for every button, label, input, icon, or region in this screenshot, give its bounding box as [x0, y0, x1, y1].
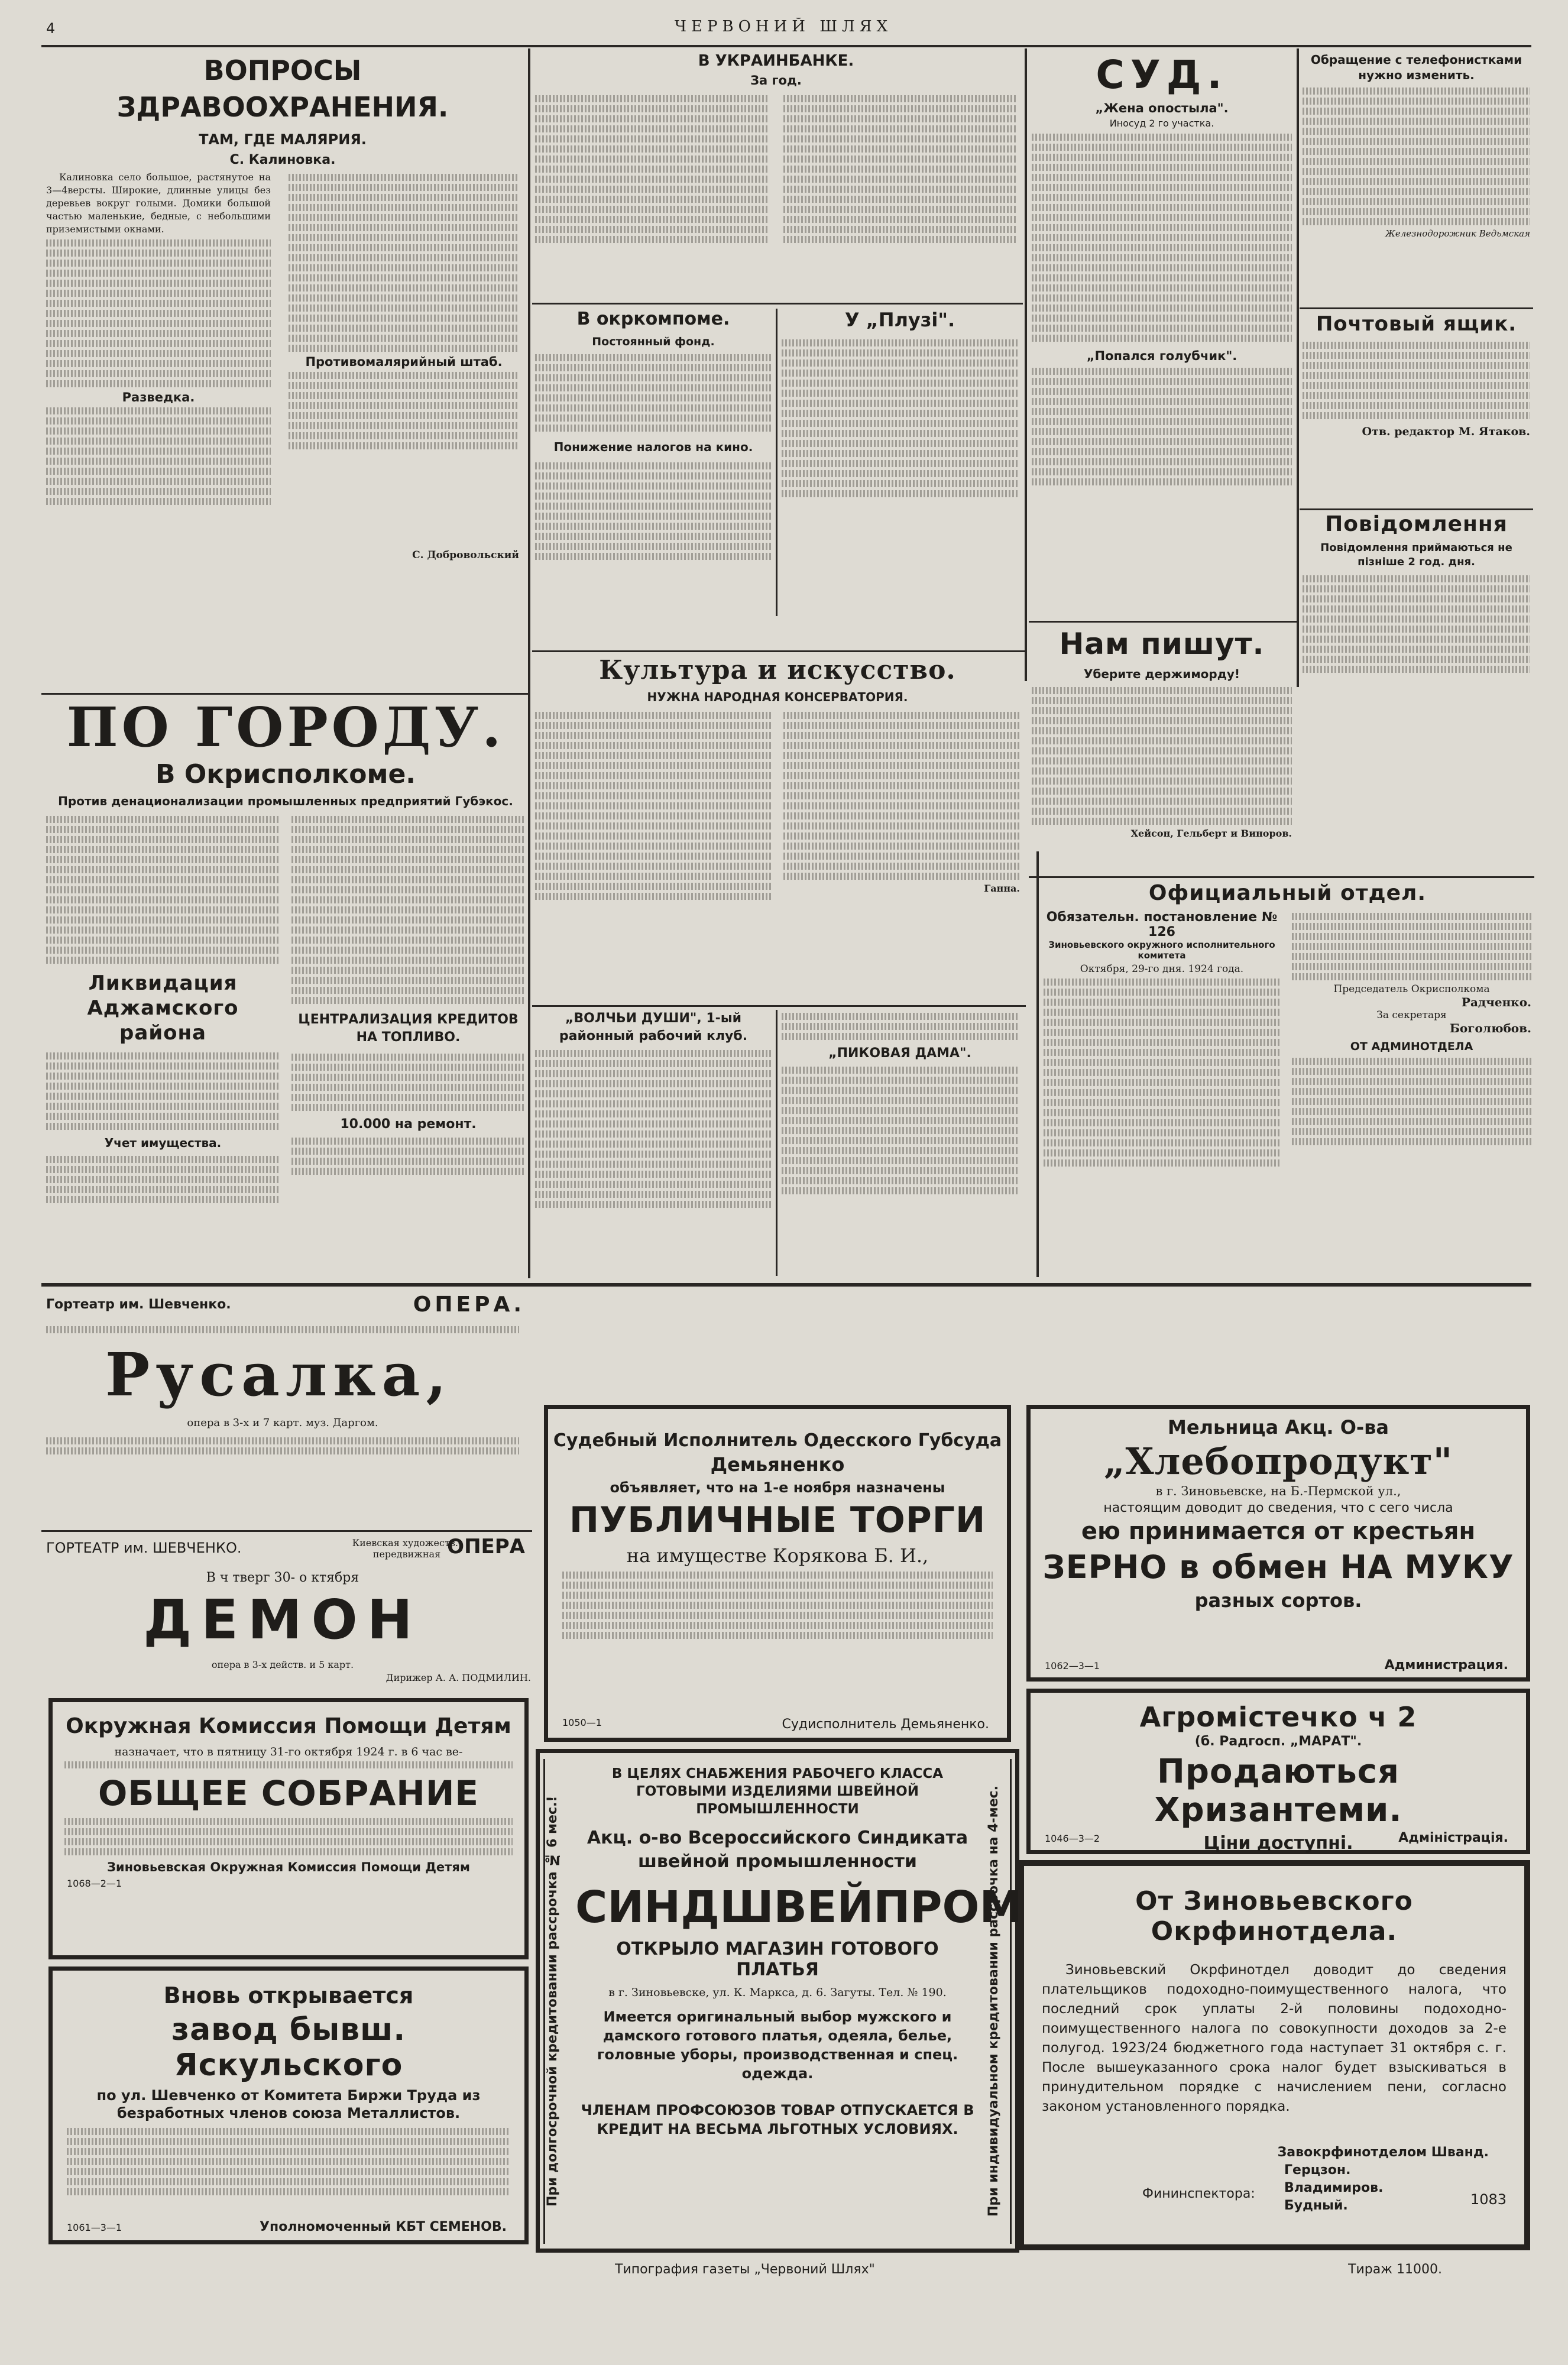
- agro-line: Ціни доступні.: [1203, 1833, 1353, 1854]
- factory-sub: по ул. Шевченко от Комитета Биржи Труда из безработных членов союза Металлистов.: [96, 2087, 481, 2121]
- official-section: [1044, 881, 1531, 1277]
- shvei-lead: В ЦЕЛЯХ СНАБЖЕНИЯ РАБОЧЕГО КЛАССА ГОТОВЫМИ ИЗДЕЛИЯМИ ШВЕЙНОЙ ПРОМЫШЛЕННОСТИ: [611, 1766, 944, 1817]
- pluzi-title: У „Плузі".: [844, 309, 955, 331]
- court-section: [1032, 52, 1292, 620]
- court-case1-note: Иносуд 2 го участка.: [1109, 118, 1214, 129]
- culture-title: Культура и искусство.: [599, 655, 956, 685]
- children-title: ОБЩЕЕ СОБРАНИЕ: [98, 1773, 479, 1813]
- notices-text: Повідомлення приймаються не пізніше 2 год. дня.: [1320, 542, 1512, 568]
- footer-printer: Типография газеты „Червоний Шлях": [615, 2262, 875, 2277]
- city-repair: 10.000 на ремонт.: [340, 1117, 477, 1132]
- finance-head: Завокрфинотделом Шванд.: [1277, 2145, 1489, 2160]
- finance-inspector-2: Владимиров.: [1284, 2181, 1384, 2195]
- factory-code: 1061—3—1: [67, 2222, 122, 2233]
- factory-sign: Уполномоченный КБТ СЕМЕНОВ.: [260, 2220, 507, 2234]
- paper-name: ЧЕРВОНИЙ ШЛЯХ: [674, 18, 893, 35]
- page-number: 4: [46, 20, 56, 37]
- court-case1: „Жена опостыла".: [1095, 101, 1229, 115]
- official-decree: Обязательн. постановление № 126: [1046, 910, 1278, 939]
- children-sign: Зиновьевская Окружная Комиссия Помощи Детям: [106, 1860, 470, 1874]
- court-title: СУД.: [1096, 52, 1228, 98]
- section-rule: [532, 303, 1023, 304]
- section-rule: [532, 650, 1026, 652]
- phone-title: Обращение с телефонистками нужно изменить.: [1310, 53, 1522, 82]
- mill-ad: [1026, 1405, 1530, 1682]
- health-intro: Калиновка село большое, растянутое на 3—4версты. Широкие, длинные улицы без деревьев вокруг голыми. Домики большой частью маленькие, бедные, с небольшими приземистыми окнами.: [46, 171, 271, 235]
- mill-line2: настоящим доводит до сведения, что с сего числа: [1103, 1501, 1453, 1515]
- culture-section: [535, 655, 1020, 963]
- column-rule: [1025, 48, 1027, 681]
- theater1-genre: ОПЕРА.: [413, 1292, 525, 1317]
- health-subtitle: ТАМ, ГДЕ МАЛЯРИЯ.: [199, 131, 367, 148]
- notices-section: [1303, 512, 1530, 683]
- official-decree-date: Октября, 29-го дня. 1924 года.: [1080, 963, 1244, 975]
- shvei-addr: в г. Зиновьевске, ул. К. Маркса, д. 6. Загуты. Тел. № 190.: [608, 1986, 947, 1999]
- official-chair: Радченко.: [1461, 995, 1531, 1009]
- auction-title: ПУБЛИЧНЫЕ ТОРГИ: [569, 1499, 986, 1541]
- health-razvedka: Разведка.: [122, 390, 195, 404]
- okrkompom-fund: Постоянный фонд.: [592, 335, 715, 348]
- theater2-date: В ч тверг 30- о ктября: [206, 1570, 359, 1585]
- mill-title: „Хлебопродукт": [1103, 1440, 1453, 1483]
- shvei-right-vertical: При индивидуальном кредитовании рассрочка на 4-мес.: [986, 1759, 1012, 2244]
- city-fuel: ЦЕНТРАЛИЗАЦИЯ КРЕДИТОВ НА ТОПЛИВО.: [298, 1012, 519, 1045]
- mill-line1: в г. Зиновьевске, на Б.-Пермской ул.,: [1155, 1484, 1401, 1498]
- volchi-section: [535, 1010, 772, 1276]
- children-line1: назначает, что в пятницу 31-го октября 1924 г. в 6 час ве-: [114, 1745, 463, 1758]
- pikovaya-section: [782, 1010, 1018, 1276]
- shvei-sub: ОТКРЫЛО МАГАЗИН ГОТОВОГО ПЛАТЬЯ: [616, 1939, 939, 1980]
- mill-big: ЗЕРНО в обмен НА МУКУ: [1042, 1548, 1514, 1586]
- official-title: Официальный отдел.: [1148, 881, 1427, 905]
- finance-title: От Зиновьевского Окрфинотдела.: [1135, 1886, 1413, 1946]
- auction-org: Судебный Исполнитель Одесского Губсуда: [553, 1430, 1002, 1451]
- health-village: С. Калиновка.: [229, 153, 336, 167]
- city-sub2: Против денационализации промышленных предприятий Губэкос.: [58, 794, 513, 808]
- factory-title: завод бывш. Яскульского: [171, 2012, 406, 2083]
- agro-sign: Адміністрація.: [1398, 1831, 1508, 1845]
- mailbox-title: Почтовый ящик.: [1316, 312, 1517, 336]
- theater2-conductor: Дирижер А. А. ПОДМИЛИН.: [385, 1672, 531, 1683]
- children-org: Окружная Комиссия Помощи Детям: [66, 1714, 511, 1738]
- finance-text: Зиновьевский Окрфинотдел доводит до сведения плательщиков подоходно-поимущественного налога, что последний срок уплаты 2-й половины подоходно-поимущественного налога по совокупности доходов за 2-е полугод. 1923/24 бюджетного года наступает 31 октября с. г. После вышеуказанного срока налог будет взыскиваться в принудительном порядке с начислением пени, согласно законом установленного порядка.: [1042, 1962, 1507, 2114]
- bank-subtitle: За год.: [750, 73, 802, 88]
- finance-insp-label: Фининспектора:: [1142, 2186, 1255, 2201]
- city-section: [46, 698, 525, 1277]
- letters-sub: Уберите держиморду!: [1083, 667, 1240, 681]
- factory-lead: Вновь открывается: [163, 1982, 414, 2008]
- theater2-title: ДЕМОН: [143, 1588, 422, 1651]
- column-rule: [776, 309, 777, 616]
- children-ad: [48, 1698, 529, 1959]
- section-rule: [1029, 621, 1298, 623]
- agro-title: Агромістечко ч 2: [1139, 1701, 1417, 1733]
- official-admin-title: ОТ АДМИНОТДЕЛА: [1350, 1040, 1473, 1053]
- mill-line3: ею принимается от крестьян: [1081, 1518, 1476, 1545]
- health-section: [46, 52, 519, 691]
- bank-section: [535, 52, 1017, 300]
- okrkompom-section: [535, 309, 772, 616]
- agro-ad: [1026, 1689, 1530, 1854]
- theater2-genre: ОПЕРА: [447, 1535, 525, 1559]
- theater1-line: опера в 3-х и 7 карт. муз. Даргом.: [187, 1417, 378, 1429]
- theater2-line: опера в 3-х действ. и 5 карт.: [211, 1659, 354, 1670]
- okrkompom-title: В окркомпоме.: [576, 309, 730, 329]
- section-rule: [1300, 508, 1533, 510]
- okrkompom-tax: Понижение налогов на кино.: [553, 440, 753, 454]
- auction-line: объявляет, что на 1-е ноября назначены: [610, 1479, 945, 1496]
- official-secr: Боголюбов.: [1449, 1021, 1531, 1035]
- auction-name: Демьяненко: [710, 1453, 845, 1476]
- mailbox-editor: Отв. редактор М. Ятаков.: [1362, 425, 1530, 438]
- footer-circulation: Тираж 11000.: [1348, 2262, 1442, 2277]
- ads-rule: [41, 1283, 1531, 1287]
- shvei-left-vertical: При долгосрочной кредитовании рассрочка № 6 мес.!: [543, 1759, 569, 2244]
- pikovaya-title: „ПИКОВАЯ ДАМА".: [828, 1046, 971, 1061]
- pluzi-section: [782, 309, 1018, 616]
- section-rule: [532, 1005, 1026, 1007]
- official-chair-label: Председатель Окрисполкома: [1333, 983, 1490, 995]
- agro-code: 1046—3—2: [1045, 1833, 1100, 1844]
- culture-sub: НУЖНА НАРОДНАЯ КОНСЕРВАТОРИЯ.: [647, 690, 908, 704]
- city-sub: В Окрисполкоме.: [155, 759, 416, 789]
- health-antimalaria: Противомалярийный штаб.: [305, 355, 503, 369]
- mill-org: Мельница Акц. О-ва: [1167, 1416, 1389, 1439]
- mill-sub: разных сортов.: [1194, 1589, 1362, 1612]
- section-rule: [41, 693, 529, 695]
- section-rule: [1300, 307, 1533, 309]
- ad-rule: [41, 1530, 532, 1532]
- agro-sub: (б. Радгосп. „МАРАТ".: [1194, 1734, 1362, 1749]
- section-rule: [1029, 876, 1534, 878]
- mill-code: 1062—3—1: [1045, 1660, 1100, 1671]
- finance-inspector-1: Герцзон.: [1284, 2163, 1351, 2178]
- notices-title: Повідомлення: [1325, 512, 1508, 536]
- finance-code: 1083: [1470, 2191, 1507, 2208]
- column-rule: [528, 48, 530, 1278]
- shvei-ad: [536, 1749, 1023, 2253]
- official-decree-sub: Зиновьевского окружного исполнительного комитета: [1048, 939, 1275, 961]
- health-signature: С. Добровольский: [412, 549, 519, 561]
- theater-demon: [46, 1535, 531, 1695]
- column-rule: [1036, 851, 1039, 1277]
- city-liquidation: Ликвидация Аджамского района: [87, 971, 239, 1045]
- shvei-org: Акц. о-во Всероссийского Синдиката швейной промышленности: [587, 1828, 968, 1872]
- agro-big: Продаються Хризантеми.: [1154, 1752, 1402, 1829]
- children-code: 1068—2—1: [67, 1878, 122, 1889]
- phone-section: [1303, 52, 1530, 312]
- auction-code: 1050—1: [562, 1717, 602, 1728]
- mailbox-section: [1303, 312, 1530, 507]
- phone-signature: Железнодорожник Ведьмская: [1385, 228, 1530, 239]
- theater1-house: Гортеатр им. Шевченко.: [46, 1297, 231, 1312]
- city-title: ПО ГОРОДУ.: [66, 698, 505, 759]
- shvei-footer: ЧЛЕНАМ ПРОФСОЮЗОВ ТОВАР ОТПУСКАЕТСЯ В КРЕДИТ НА ВЕСЬМА ЛЬГОТНЫХ УСЛОВИЯХ.: [581, 2102, 974, 2137]
- column-rule: [776, 1010, 777, 1276]
- letters-section: [1032, 627, 1292, 875]
- auction-sign: Судисполнитель Демьяненко.: [782, 1717, 989, 1732]
- factory-ad: [48, 1966, 529, 2244]
- bank-title: В УКРАИНБАНКЕ.: [698, 52, 854, 70]
- volchi-title: „ВОЛЧЬИ ДУШИ", 1-ый районный рабочий клуб.: [559, 1011, 748, 1044]
- shvei-title: СИНДШВЕЙПРОМ: [575, 1882, 1023, 1933]
- official-secr-label: За секретаря: [1376, 1009, 1447, 1021]
- theater-rusalka: [46, 1292, 531, 1517]
- culture-signature: Ганна.: [984, 883, 1020, 894]
- court-case2: „Попался голубчик".: [1086, 349, 1237, 363]
- auction-line2: на имуществе Корякова Б. И.,: [626, 1544, 929, 1567]
- letters-title: Нам пишут.: [1059, 627, 1265, 661]
- theater1-title: Русалка,: [105, 1340, 453, 1410]
- theater2-house: ГОРТЕАТР им. ШЕВЧЕНКО.: [46, 1540, 242, 1556]
- finance-inspector-3: Будный.: [1284, 2198, 1348, 2213]
- city-inventory: Учет имущества.: [104, 1136, 222, 1150]
- letters-signature: Хейсон, Гельберт и Виноров.: [1130, 828, 1292, 839]
- health-title: ВОПРОСЫ ЗДРАВООХРАНЕНИЯ.: [116, 54, 449, 123]
- mill-sign: Администрация.: [1384, 1658, 1508, 1673]
- theater2-troupe: Киевская художеств.-передвижная: [352, 1537, 462, 1560]
- column-rule: [1297, 48, 1299, 687]
- finance-ad: [1018, 1860, 1530, 2250]
- shvei-text: Имеется оригинальный выбор мужского и дамского готового платья, одеяла, белье, головные уборы, производственная и спец. одежда.: [597, 2008, 958, 2082]
- header-rule: [41, 45, 1531, 47]
- auction-ad: [544, 1405, 1011, 1742]
